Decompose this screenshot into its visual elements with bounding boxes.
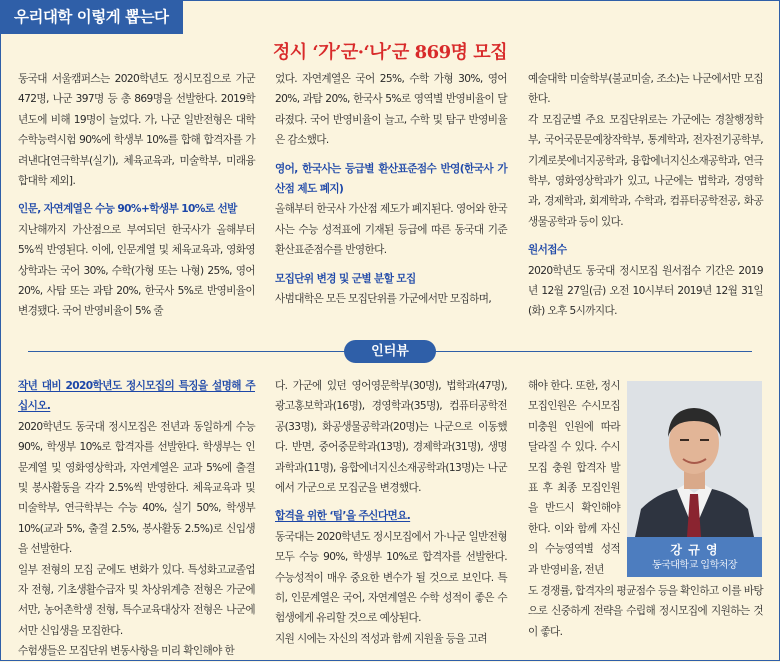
interview-column-3-narrow	[528, 376, 620, 580]
subheading: 영어, 한국사는 등급별 환산표준점수 반영(한국사 가산점 제도 폐지)	[275, 162, 507, 196]
paragraph: 동국대는 2020학년도 정시모집에서 가·나군 일반전형 모두 수능 90%, 학생부 10%로 합격자를 선발한다. 수능성적이 매우 중요한 변수가 될 것으로 보인다. 특히, 인문계열은 국어, 자연계열은 수학 성적이 좋은 수험생에게 유리할 것으로 예상된다.	[275, 530, 507, 625]
interview-column-1	[18, 376, 255, 662]
interviewee-title: 동국대학교 입학처장	[651, 560, 738, 571]
paragraph: 지원 시에는 자신의 적성과 함께 지원율 등을 고려	[275, 632, 488, 645]
paragraph: 2020학년도 동국대 정시모집 원서접수 기간은 2019년 12월 27일(금) 오전 10시부터 2019년 12월 31일(화) 오후 5시까지다.	[528, 264, 763, 318]
paragraph: 각 모집군별 주요 모집단위로는 가군에는 경찰행정학부, 국어국문문예창작학부, 통계학과, 전자전기공학부, 기계로봇에너지공학과, 융합에너지신소재공학과, 연극학부, 영화영상학과가 있고, 나군에는 법학과, 경영학과, 경제학과, 회계학과, 수학과, 컴퓨터공학전공, 화공생물공학과 등이 있다.	[528, 113, 763, 228]
paragraph: 수험생들은 모집단위 변동사항을 미리 확인해야 한	[18, 645, 235, 658]
paragraph: 지난해까지 가산점으로 부여되던 한국사가 올해부터 5%씩 반영된다. 이에, 인문계열 및 체육교육과, 영화영상학과는 국어 30%, 수학(가형 또는 나형) 25%, 영어 20%, 사탐 또는 과탐 20%, 한국사 5%로 반영비율이 변경됐다. 국어 반영비율이 5% 줄	[18, 223, 255, 318]
interview-question: 합격을 위한 ‘팁’을 주신다면요.	[275, 510, 411, 523]
section-tag: 우리대학 이렇게 뽑는다	[0, 0, 183, 34]
interviewee-photo	[627, 381, 762, 537]
headline: 정시 ‘가’군·‘나’군 869명 모집	[272, 42, 508, 63]
interview-question: 작년 대비 2020학년도 정시모집의 특징을 설명해 주십시오.	[18, 380, 255, 413]
subheading: 인문, 자연계열은 수능 90%+학생부 10%로 선발	[18, 203, 237, 216]
paragraph: 2020학년도 동국대 정시모집은 전년과 동일하게 수능 90%, 학생부 10%로 합격자를 선발한다. 학생부는 인문계열 및 영화영상학과, 자연계열은 교과 5%에 출결 및 봉사활동을 각각 2.5%씩 반영한다. 체육교육과 및 미술학부, 연극학부는 수능 40%, 실기 50%, 학생부 10%(교과 5%, 출결 2.5%, 봉사활동 2.5%)로 신입생을 선발한다.	[18, 420, 255, 556]
interviewee-name: 강 규 영	[670, 543, 719, 557]
paragraph: 일부 전형의 모집 군에도 변화가 있다. 특성화고교졸업자 전형, 기초생활수급자 및 차상위계층 전형은 가군에서만, 농어촌학생 전형, 특수교육대상자 전형은 나군에서만 신입생을 모집한다.	[18, 563, 255, 637]
portrait-illustration	[627, 381, 762, 537]
interview-column-2	[275, 376, 507, 649]
interview-column-3-wide	[528, 581, 763, 642]
interview-label: 인터뷰	[344, 340, 436, 363]
paragraph: 예술대학 미술학부(불교미술, 조소)는 나군에서만 모집한다.	[528, 73, 763, 106]
paragraph: 사범대학은 모든 모집단위를 가군에서만 모집하며,	[275, 293, 492, 306]
article-column-1	[18, 69, 255, 322]
paragraph: 도 경쟁률, 합격자의 평균점수 등을 확인하고 이를 바탕으로 신중하게 전략을 수립해 정시모집에 지원하는 것이 좋다.	[528, 585, 763, 638]
interviewee-caption	[627, 537, 762, 577]
article-column-3	[528, 69, 763, 322]
paragraph: 동국대 서울캠퍼스는 2020학년도 정시모집으로 가군 472명, 나군 397명 등 총 869명을 선발한다. 2019학년도에 비해 19명이 늘었다. 가, 나군 일반전형은 대학수학능력시험 90%에 학생부 10%를 합해 합격자를 가려낸다[연극학부(실기), 체육교육과, 미술학부, 미래융합대학 제외].	[18, 73, 255, 188]
subheading: 모집단위 변경 및 군별 분할 모집	[275, 272, 416, 285]
paragraph: 다. 가군에 있던 영어영문학부(30명), 법학과(47명), 광고홍보학과(16명), 경영학과(35명), 컴퓨터공학전공(33명), 화공생물공학과(20명)는 나군으로 이동했다. 반면, 중어중문학과(13명), 경제학과(31명), 생명과학과(11명), 융합에너지신소재공학과(13명)는 나군에서 가군으로 모집군을 변경했다.	[275, 380, 507, 495]
subheading: 원서접수	[528, 244, 567, 257]
paragraph: 해야 한다. 또한, 정시 모집인원은 수시모집 미충원 인원에 따라 달라질 수 있다. 수시모집 충원 합격자 발표 후 최종 모집인원을 반드시 확인해야 한다. 이와 함께 자신의 수능영역별 성적과 반영비율, 전년	[528, 380, 620, 576]
paragraph: 올해부터 한국사 가산점 제도가 폐지된다. 영어와 한국사는 수능 성적표에 기재된 등급에 따른 동국대 기준 환산표준점수를 반영한다.	[275, 203, 507, 257]
article-column-2	[275, 69, 507, 309]
paragraph: 었다. 자연계열은 국어 25%, 수학 가형 30%, 영어 20%, 과탐 20%, 한국사 5%로 영역별 반영비율이 달라졌다. 국어 반영비율이 늘고, 수학 및 탐구 반영비율은 감소했다.	[275, 73, 507, 147]
